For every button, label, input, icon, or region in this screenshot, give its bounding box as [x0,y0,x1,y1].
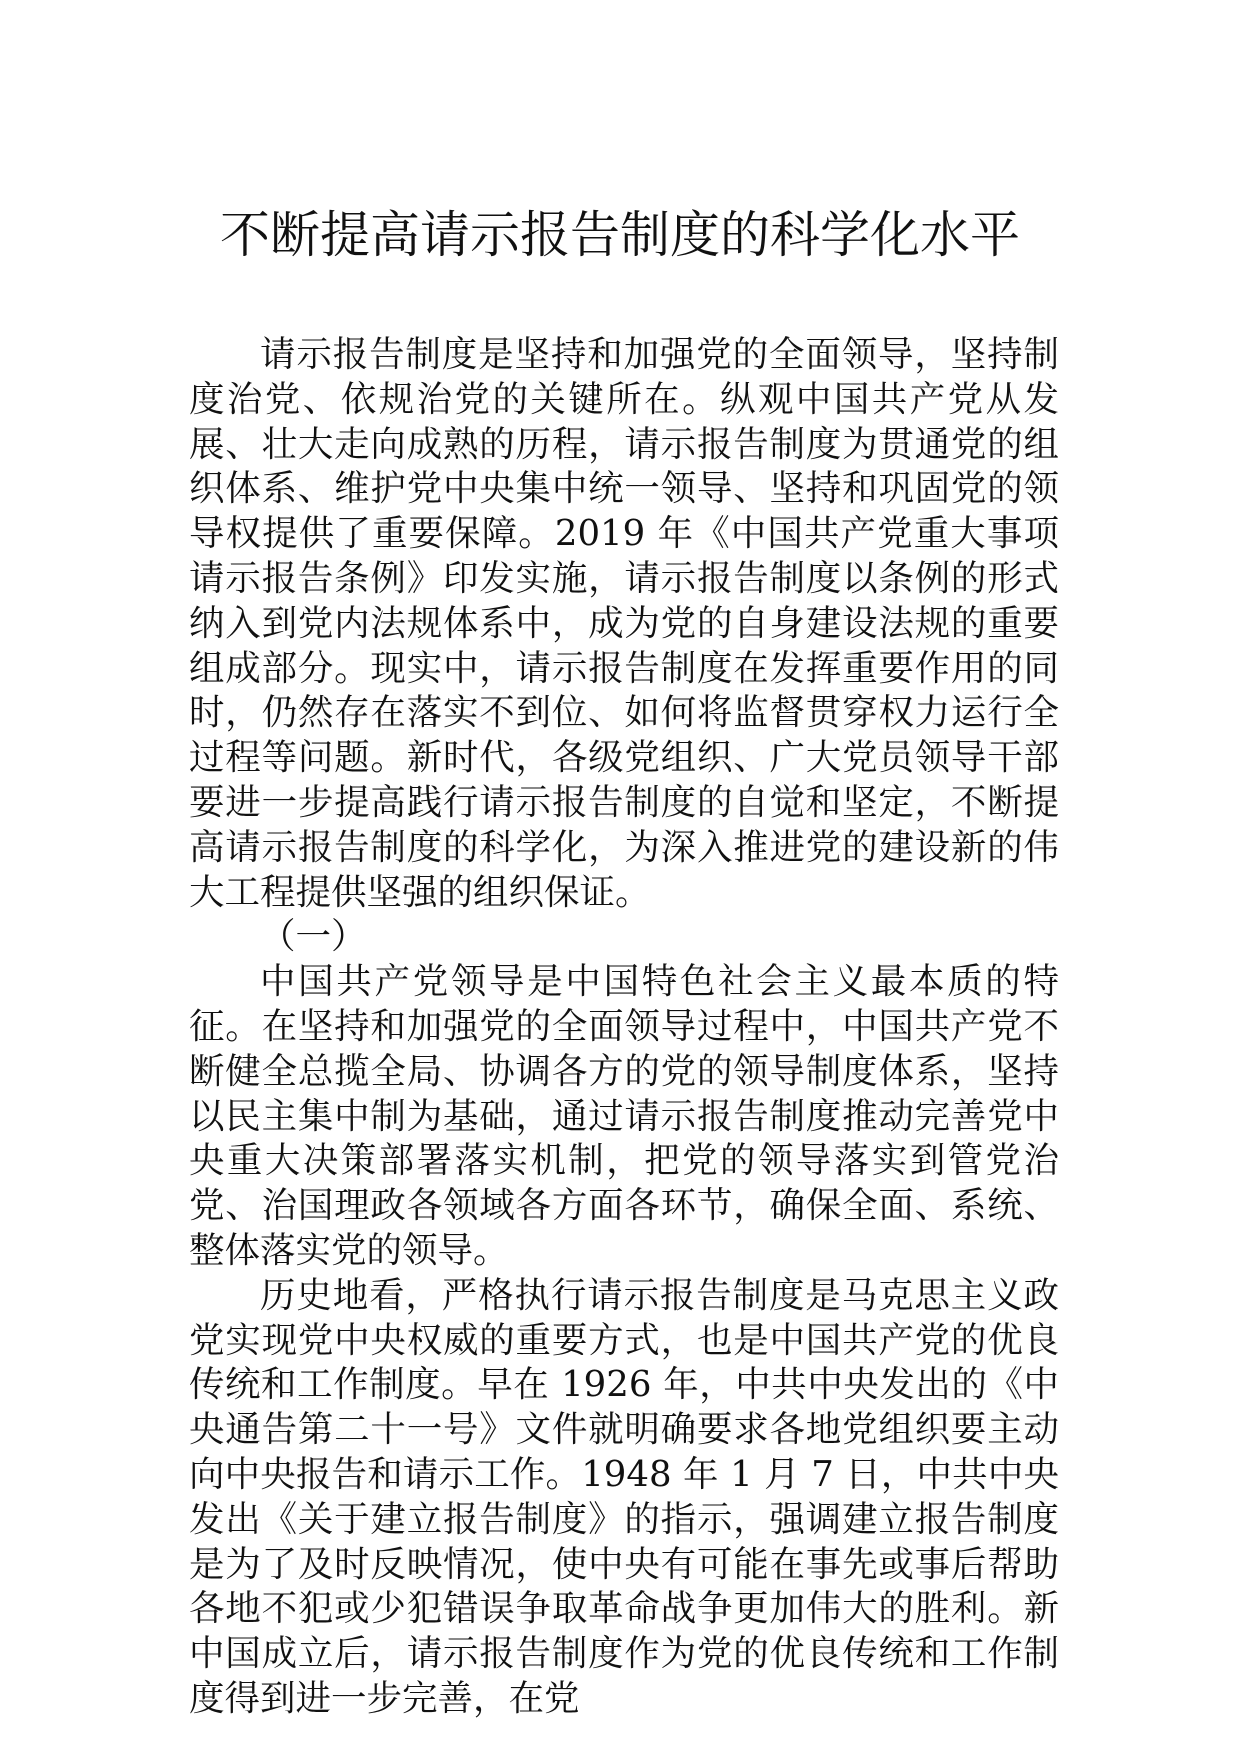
body-paragraph-leadership: 中国共产党领导是中国特色社会主义最本质的特征。在坚持和加强党的全面领导过程中，中国共产党不断健全总揽全局、协调各方的党的领导制度体系，坚持以民主集中制为基础，通过请示报告制度推动完善党中央重大决策部署落实机制，把党的领导落实到管党治党、治国理政各领域各方面各环节，确保全面、系统、整体落实党的领导。 [189,961,1059,1271]
document-body [189,333,1059,1722]
body-paragraph-history: 历史地看，严格执行请示报告制度是马克思主义政党实现党中央权威的重要方式，也是中国共产党的优良传统和工作制度。早在 1926 年，中共中央发出的《中央通告第二十一号》文件就明确要求各地党组织要主动向中央报告和请示工作。1948 年 1 月 7 日，中共中央发出《关于建立报告制度》的指示，强调建立报告制度是为了及时反映情况，使中央有可能在事先或事后帮助各地不犯或少犯错误争取革命战争更加伟大的胜利。新中国成立后，请示报告制度作为党的优良传统和工作制度得到进一步完善，在党 [189,1274,1059,1719]
section-heading-one: （一） [260,916,367,958]
body-paragraph-intro: 请示报告制度是坚持和加强党的全面领导，坚持制度治党、依规治党的关键所在。纵观中国共产党从发展、壮大走向成熟的历程，请示报告制度为贯通党的组织体系、维护党中央集中统一领导、坚持和巩固党的领导权提供了重要保障。2019 年《中国共产党重大事项请示报告条例》印发实施，请示报告制度以条例的形式纳入到党内法规体系中，成为党的自身建设法规的重要组成部分。现实中，请示报告制度在发挥重要作用的同时，仍然存在落实不到位、如何将监督贯穿权力运行全过程等问题。新时代，各级党组织、广大党员领导干部要进一步提高践行请示报告制度的自觉和坚定，不断提高请示报告制度的科学化，为深入推进党的建设新的伟大工程提供坚强的组织保证。 [189,334,1059,913]
document-title: 不断提高请示报告制度的科学化水平 [220,206,1020,264]
